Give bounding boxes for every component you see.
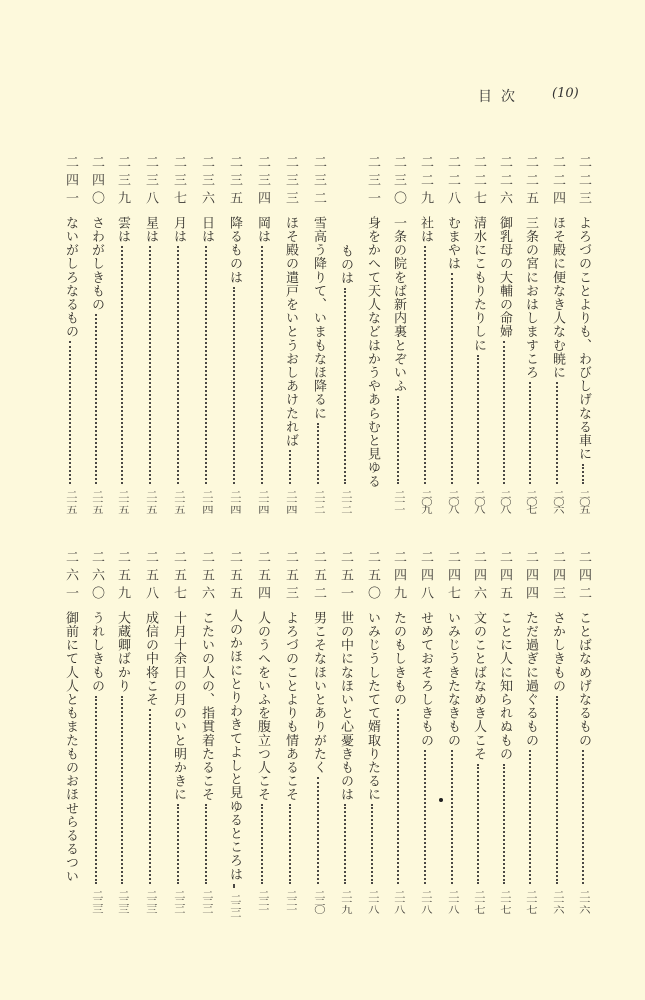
dot-leader — [95, 696, 97, 884]
page-number: 二一五 — [115, 489, 129, 512]
toc-entry — [196, 155, 216, 512]
page-number: 二二三 — [89, 889, 103, 912]
entry-title: 降るものは — [227, 216, 242, 284]
entry-title: 大蔵卿ばかり — [115, 611, 130, 693]
dot-leader — [205, 804, 207, 883]
toc-entry — [388, 550, 408, 912]
entry-title: 人のうへをいふを腹立つ人こそ — [255, 611, 270, 802]
entry-title: うれしきもの — [89, 611, 104, 693]
toc-entry — [140, 550, 160, 912]
page-number: 二一四 — [199, 489, 213, 512]
section-number: 二五八 — [143, 550, 158, 604]
section-number: 二五三 — [283, 550, 298, 604]
toc-entry — [335, 550, 355, 912]
section-number: 二四〇 — [89, 155, 104, 209]
entry-title: 御乳母の大輔の命婦 — [497, 216, 512, 339]
toc-entry — [573, 550, 593, 912]
page-number: 二〇八 — [497, 489, 511, 512]
dot-leader — [261, 804, 263, 883]
dot-leader — [451, 273, 453, 483]
dot-leader — [424, 246, 426, 483]
dot-leader — [233, 287, 235, 484]
page-number: 二二二 — [171, 889, 185, 912]
toc-entry — [520, 155, 540, 512]
page-number: 二一八 — [445, 889, 459, 912]
section-number: 二四三 — [550, 550, 565, 604]
entry-title: 月は — [171, 216, 186, 244]
page-number: 二一五 — [171, 489, 185, 512]
page-number: 二一六 — [550, 889, 564, 912]
toc-entry — [442, 155, 462, 512]
toc-entry — [494, 155, 514, 512]
toc-entry — [415, 155, 435, 512]
page-number: 二一六 — [576, 889, 590, 912]
section-number: 二五四 — [255, 550, 270, 604]
section-number: 二四七 — [445, 550, 460, 604]
section-number: 二三四 — [255, 155, 270, 209]
toc-entry — [415, 550, 435, 912]
dot-leader — [344, 288, 346, 484]
toc-entry — [252, 155, 272, 512]
entry-title: 一条の院をば新内裏とぞいふ — [391, 216, 406, 393]
section-number: 二三二 — [311, 155, 326, 209]
entry-title: 星は — [143, 216, 158, 244]
dot-leader — [69, 341, 71, 483]
section-number: 二四二 — [576, 550, 591, 604]
toc-entry — [520, 550, 540, 912]
dot-leader — [397, 709, 399, 883]
toc-entry — [196, 550, 216, 912]
page-number: 二二二 — [227, 894, 241, 917]
page-number: 二一四 — [255, 489, 269, 512]
entry-title-continuation: ものは — [338, 244, 353, 285]
section-number: 二五六 — [199, 550, 214, 604]
page-number: 二〇八 — [445, 489, 459, 512]
toc-entry — [112, 550, 132, 912]
toc-entry — [252, 550, 272, 912]
entry-title: 身をかへて天人などはかうやあらむと見ゆる — [365, 216, 380, 488]
dot-leader — [289, 450, 291, 483]
page-number: 二一七 — [497, 889, 511, 912]
page-number: 二一八 — [391, 889, 405, 912]
dot-leader — [582, 464, 584, 484]
toc-entry — [140, 155, 160, 512]
entry-title: こたいの人の、指貫着たるこそ — [199, 611, 214, 802]
page-number: 二二〇 — [311, 889, 325, 912]
dot-leader — [477, 764, 479, 884]
section-number: 二二四 — [550, 155, 565, 209]
page-number: 二二二 — [199, 889, 213, 912]
entry-title: 成信の中将こそ — [143, 611, 158, 707]
section-number: 二二六 — [497, 155, 512, 209]
entry-title: 人のかほにとりわきてよしと見ゆるところは — [227, 609, 242, 881]
page-number: 二〇七 — [523, 489, 537, 512]
toc-entry — [442, 550, 462, 912]
header-title: 目次 — [478, 89, 524, 105]
toc-entry — [468, 155, 488, 512]
toc-entry — [86, 155, 106, 512]
section-number: 二五二 — [311, 550, 326, 604]
dot-leader — [477, 355, 479, 484]
entry-title: さかしきもの — [550, 611, 565, 693]
dot-leader — [451, 750, 453, 884]
dot-leader — [424, 750, 426, 884]
section-number: 二三六 — [199, 155, 214, 209]
toc-entry — [168, 155, 188, 512]
section-number: 二四九 — [391, 550, 406, 604]
page-number: 二一八 — [418, 889, 432, 912]
section-number: 二五七 — [171, 550, 186, 604]
entry-title: ただ過ぎに過ぐるもの — [523, 611, 538, 747]
toc-entry — [494, 550, 514, 912]
dot-leader — [556, 382, 558, 483]
entry-title: 御前にて人人ともまたものおほせらるるつい — [63, 611, 78, 883]
print-speck — [439, 798, 443, 802]
page-number: 二一九 — [338, 889, 352, 912]
entry-title: 岡は — [255, 216, 270, 244]
entry-title: よろづのことよりも情あるこそ — [283, 611, 298, 802]
section-number: 二四一 — [63, 155, 78, 209]
section-number: 二六一 — [63, 550, 78, 604]
section-number: 二二三 — [576, 155, 591, 209]
page-number: 二一八 — [365, 889, 379, 912]
section-number: 二六〇 — [89, 550, 104, 604]
dot-leader — [95, 314, 97, 483]
dot-leader — [317, 423, 319, 484]
page-number: 二〇五 — [576, 489, 590, 512]
page-number: 二一七 — [471, 889, 485, 912]
section-number: 二四五 — [497, 550, 512, 604]
entry-title: 三条の宮におはしますころ — [523, 216, 538, 380]
section-number: 二二九 — [418, 155, 433, 209]
dot-leader — [233, 884, 235, 888]
section-number: 二二五 — [523, 155, 538, 209]
toc-entry — [547, 155, 567, 512]
section-number: 二三五 — [227, 155, 242, 209]
entry-title: せめておそろしきもの — [418, 611, 433, 747]
entry-title: 文のことばなめき人こそ — [471, 611, 486, 761]
entry-title: 社は — [418, 216, 433, 244]
dot-leader — [582, 750, 584, 884]
dot-leader — [371, 804, 373, 883]
entry-title: ことに人に知られぬもの — [497, 611, 512, 761]
section-number: 二三八 — [143, 155, 158, 209]
dot-leader — [121, 246, 123, 483]
running-header — [470, 86, 600, 106]
dot-leader — [529, 382, 531, 483]
toc-entry — [362, 550, 382, 912]
section-number: 二二八 — [445, 155, 460, 209]
toc-entry — [362, 155, 382, 512]
section-number: 二四六 — [471, 550, 486, 604]
toc-entry — [60, 550, 80, 912]
toc-entry — [112, 155, 132, 512]
section-number: 二四四 — [523, 550, 538, 604]
entry-title: 男こそなほいとありがたく — [311, 611, 326, 775]
entry-title: 清水にこもりたりしに — [471, 216, 486, 352]
entry-title: 雪高う降りて、いまもなほ降るに — [311, 216, 326, 420]
dot-leader — [503, 341, 505, 483]
dot-leader — [121, 696, 123, 884]
entry-title: ことばなめげなるもの — [576, 611, 591, 747]
toc-entry — [280, 155, 300, 512]
entry-title: ないがしろなるもの — [63, 216, 78, 339]
page-number: 二一四 — [283, 489, 297, 512]
dot-leader — [556, 696, 558, 884]
page-number: 二〇六 — [550, 489, 564, 512]
section-number: 二三〇 — [391, 155, 406, 209]
page-number: 二一二 — [311, 489, 325, 512]
dot-leader — [149, 709, 151, 883]
toc-entry — [573, 155, 593, 512]
toc-entry — [224, 155, 244, 512]
dot-leader — [503, 764, 505, 884]
page-number: 二〇八 — [471, 489, 485, 512]
dot-leader — [149, 246, 151, 483]
section-number: 二三九 — [115, 155, 130, 209]
section-number: 二三三 — [283, 155, 298, 209]
entry-title: 世の中になほいと心憂きものは — [338, 611, 353, 802]
section-number: 二二七 — [471, 155, 486, 209]
page-number: 二一四 — [227, 489, 241, 512]
toc-entry — [86, 550, 106, 912]
toc-entry — [547, 550, 567, 912]
entry-title: むまやは — [445, 216, 460, 271]
entry-title: いみじうきたなきもの — [445, 611, 460, 747]
entry-title: いみじうしたてて婿取りたるに — [365, 611, 380, 802]
section-number: 二五五 — [227, 550, 242, 604]
entry-title: たのもしきもの — [391, 611, 406, 707]
toc-entry — [388, 155, 408, 512]
section-number: 二五一 — [338, 550, 353, 604]
toc-entry — [308, 550, 328, 912]
section-number: 二三七 — [171, 155, 186, 209]
toc-entry-continuation — [335, 244, 355, 512]
dot-leader — [529, 750, 531, 884]
page-number: 二一五 — [143, 489, 157, 512]
toc-entry — [168, 550, 188, 912]
page-number: 二一二 — [338, 489, 352, 512]
entry-title: ほそ殿に便なき人なむ暁に — [550, 216, 565, 380]
header-page-number: (10) — [552, 86, 579, 101]
page-number: 二二三 — [143, 889, 157, 912]
section-number: 二五九 — [115, 550, 130, 604]
dot-leader — [205, 246, 207, 483]
dot-leader — [261, 246, 263, 483]
dot-leader — [289, 804, 291, 883]
toc-entry — [308, 155, 328, 512]
entry-title: 雲は — [115, 216, 130, 244]
dot-leader — [344, 804, 346, 883]
entry-title: 日は — [199, 216, 214, 244]
entry-title: さわがしきもの — [89, 216, 104, 312]
page-number: 二一五 — [63, 489, 77, 512]
dot-leader — [317, 777, 319, 883]
entry-title: よろづのことよりも、わびしげなる車に — [576, 216, 591, 461]
dot-leader — [177, 804, 179, 883]
page-number: 二二三 — [115, 889, 129, 912]
page-number: 二〇九 — [418, 489, 432, 512]
dot-leader — [177, 246, 179, 483]
section-number: 二五〇 — [365, 550, 380, 604]
entry-title: 十月十余日の月のいと明かきに — [171, 611, 186, 802]
page-number: 二一七 — [523, 889, 537, 912]
entry-title: ほそ殿の遣戸をいとうおしあけたれば — [283, 216, 298, 448]
toc-entry — [468, 550, 488, 912]
page-number: 二一一 — [391, 489, 405, 512]
page-number: 二二一 — [255, 889, 269, 912]
section-number: 二四八 — [418, 550, 433, 604]
toc-entry — [60, 155, 80, 512]
page-number: 二二一 — [283, 889, 297, 912]
page-number: 二一五 — [89, 489, 103, 512]
dot-leader — [397, 396, 399, 484]
section-number: 二三一 — [365, 155, 380, 209]
toc-entry — [280, 550, 300, 912]
toc-entry — [224, 550, 244, 917]
